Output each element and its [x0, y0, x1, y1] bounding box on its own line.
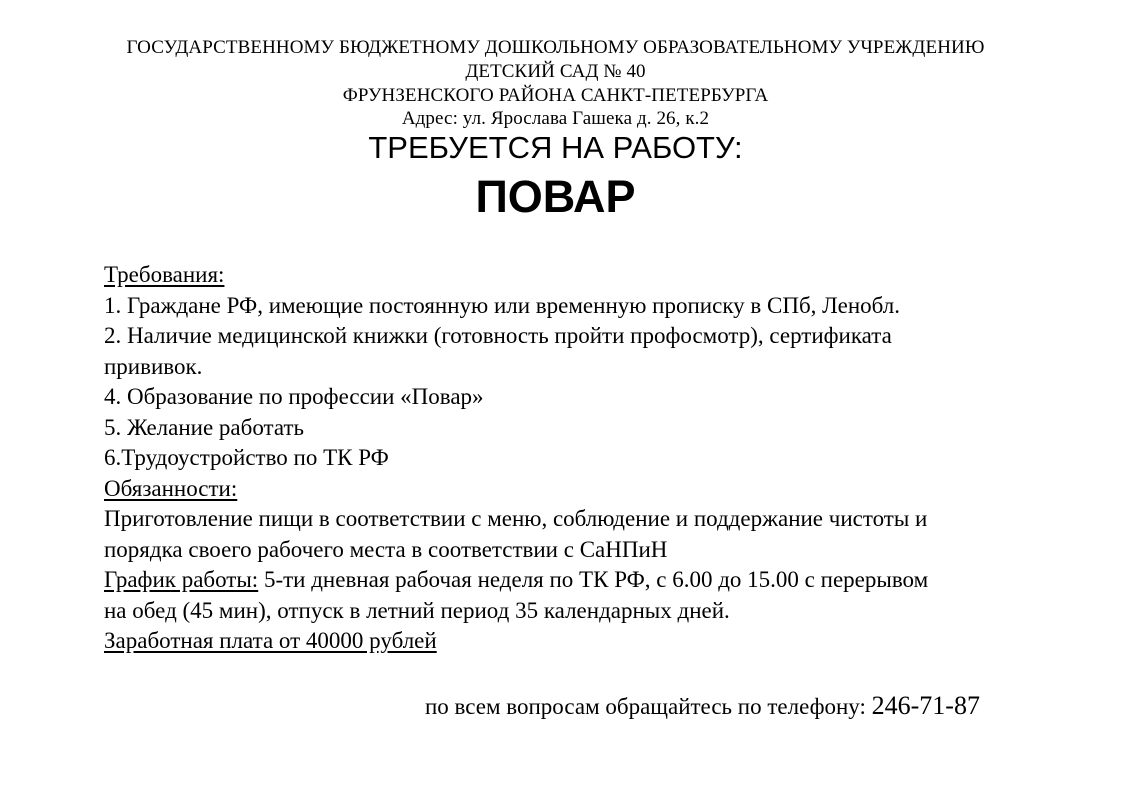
- contact-line: [425, 690, 980, 723]
- requirement-item: 1. Граждане РФ, имеющие постоянную или временную прописку в СПб, Ленобл.: [104, 292, 900, 318]
- wanted-title: ТРЕБУЕТСЯ НА РАБОТУ:: [368, 130, 743, 165]
- schedule-text: 5-ти дневная рабочая неделя по ТК РФ, с 6.00 до 15.00 с перерывом: [258, 567, 929, 592]
- requirement-item: 2. Наличие медицинской книжки (готовность пройти профосмотр), сертификата: [104, 323, 892, 348]
- schedule-line: [104, 565, 1084, 596]
- posting-body: [104, 260, 1084, 657]
- schedule-text-continuation: на обед (45 мин), отпуск в летний период 35 календарных дней.: [104, 597, 730, 623]
- salary-line: Заработная плата от 40000 рублей: [104, 628, 437, 653]
- requirement-item: 4. Образование по профессии «Повар»: [104, 384, 484, 409]
- organization-name-line-1: ГОСУДАРСТВЕННОМУ БЮДЖЕТНОМУ ДОШКОЛЬНОМУ ОБРАЗОВАТЕЛЬНОМУ УЧРЕЖДЕНИЮ: [126, 37, 985, 58]
- contact-phone: 246-71-87: [871, 691, 980, 720]
- contact-text: по всем вопросам обращайтесь по телефону:: [425, 694, 872, 719]
- duties-text: Приготовление пищи в соответствии с меню, соблюдение и поддержание чистоты и: [104, 506, 928, 531]
- requirement-item: 5. Желание работать: [104, 414, 305, 440]
- requirements-heading: Требования:: [104, 262, 225, 287]
- requirement-item: 6.Трудоустройство по ТК РФ: [104, 445, 389, 470]
- schedule-label: График работы:: [104, 567, 259, 592]
- position-title: ПОВАР: [475, 171, 636, 222]
- duties-heading: Обязанности:: [104, 475, 238, 501]
- organization-name-line-2: ДЕТСКИЙ САД № 40: [465, 61, 646, 82]
- organization-header: [0, 36, 1111, 226]
- duties-text: порядка своего рабочего места в соответствии с СаНПиН: [104, 536, 668, 562]
- organization-district: ФРУНЗЕНСКОГО РАЙОНА САНКТ-ПЕТЕРБУРГА: [342, 85, 769, 106]
- organization-address: Адрес: ул. Ярослава Гашека д. 26, к.2: [401, 108, 710, 129]
- requirement-item-continuation: прививок.: [104, 353, 203, 379]
